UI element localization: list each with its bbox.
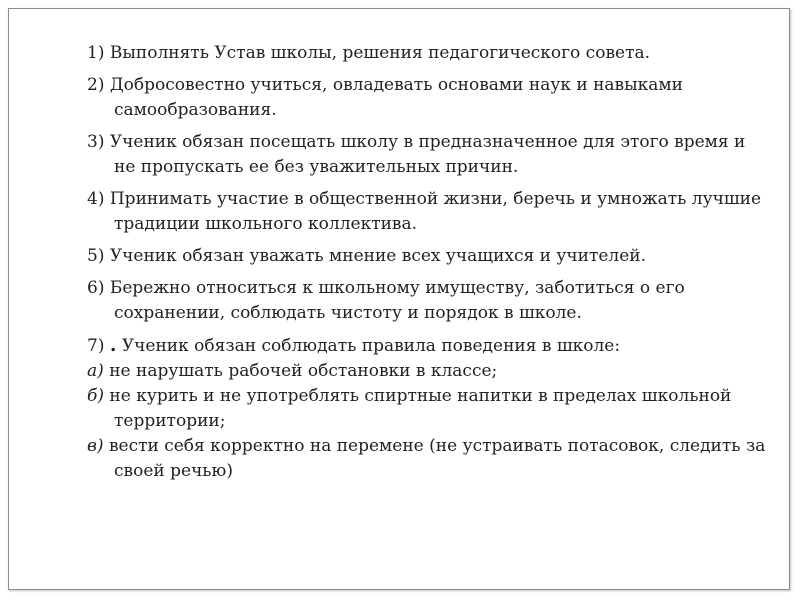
item-number: 5)	[87, 246, 105, 266]
item-number: 3)	[87, 132, 105, 152]
item-text: Ученик обязан посещать школу в предназначенное для этого время и не пропускать ее без уважительных причин.	[109, 132, 746, 177]
sub-text: вести себя корректно на перемене (не устраивать потасовок, следить за своей речью)	[108, 436, 766, 481]
sub-marker: б)	[87, 386, 105, 406]
list-item	[87, 244, 767, 269]
sub-text: не курить и не употреблять спиртные напитки в пределах школьной территории;	[109, 386, 732, 431]
list-item-7	[87, 333, 767, 484]
sub-item	[87, 434, 767, 484]
sub-text: не нарушать рабочей обстановки в классе;	[109, 361, 498, 381]
item-number: 7)	[87, 336, 105, 356]
sub-item	[87, 359, 767, 384]
item-dot: .	[109, 334, 117, 356]
list-item	[87, 187, 767, 237]
rules-list	[87, 41, 767, 491]
item-number: 1)	[87, 43, 105, 63]
item-number: 4)	[87, 189, 105, 209]
item-number: 6)	[87, 278, 105, 298]
item-text: Ученик обязан уважать мнение всех учащихся и учителей.	[109, 246, 647, 266]
list-item	[87, 276, 767, 326]
item-text: Добросовестно учиться, овладевать основами наук и навыками самообразования.	[109, 75, 683, 120]
list-item	[87, 73, 767, 123]
item-text: Ученик обязан соблюдать правила поведения в школе:	[121, 336, 621, 356]
slide-frame	[8, 8, 790, 590]
list-item	[87, 41, 767, 66]
sub-marker: в)	[87, 436, 104, 456]
item-text: Бережно относиться к школьному имуществу, заботиться о его сохранении, соблюдать чистоту и порядок в школе.	[109, 278, 685, 323]
item-text: Принимать участие в общественной жизни, беречь и умножать лучшие традиции школьного коллектива.	[109, 189, 762, 234]
sub-item	[87, 384, 767, 434]
item-number: 2)	[87, 75, 105, 95]
sub-marker: а)	[87, 361, 104, 381]
item-text: Выполнять Устав школы, решения педагогического совета.	[109, 43, 651, 63]
list-item	[87, 130, 767, 180]
